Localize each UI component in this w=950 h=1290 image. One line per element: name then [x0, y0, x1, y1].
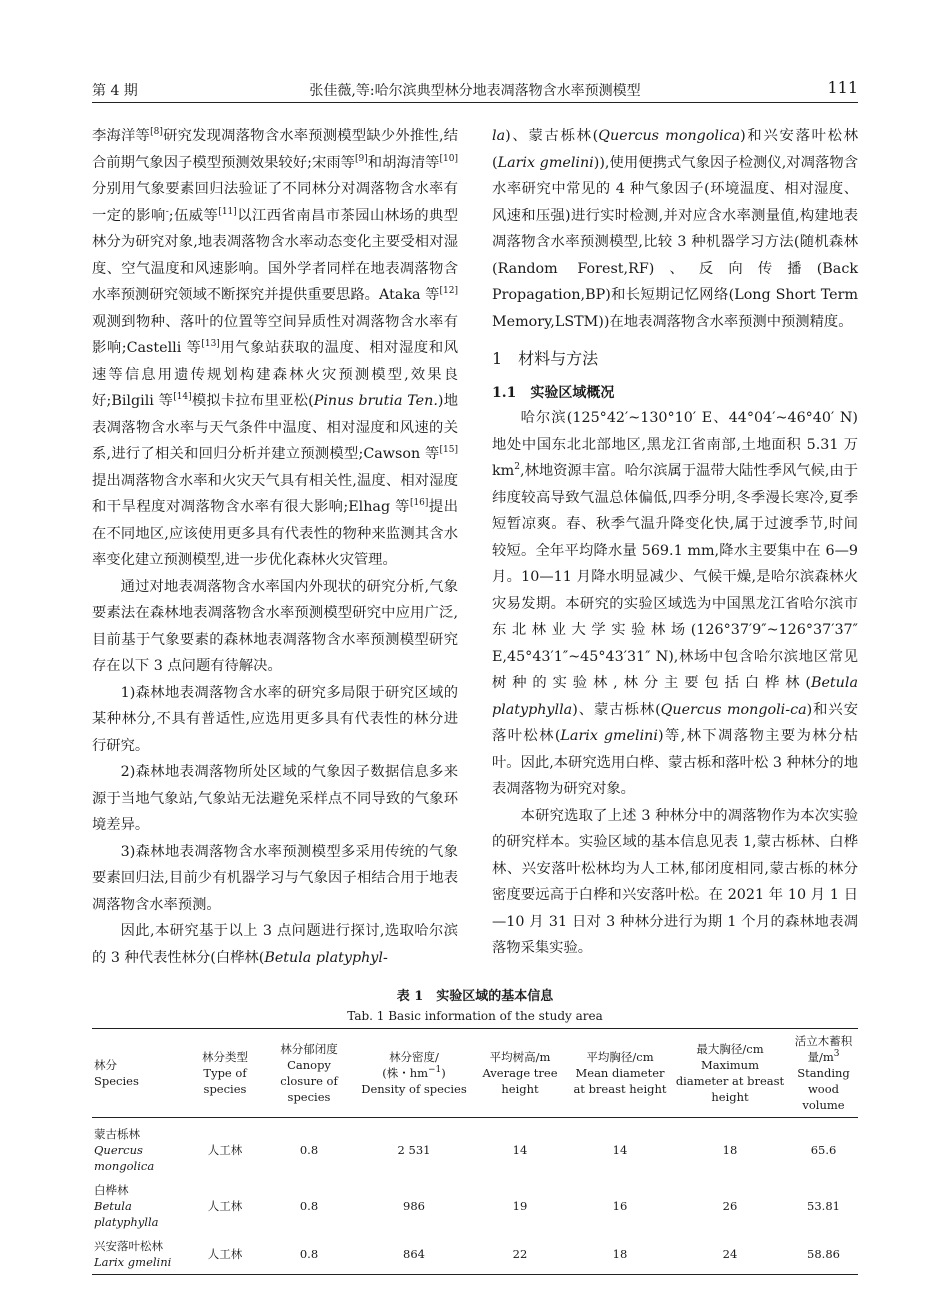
- cell-type: 人工林: [207, 1143, 243, 1157]
- paragraph-study-area: 哈尔滨(125°42′~130°10′ E、44°04′~46°40′ N)地处中国东北北部地区,黑龙江省南部,土地面积 5.31 万 $km^2$,林地资源丰富。哈尔滨属于温带大陆性季风气候,由于纬度较高导致气温总体偏低,四季分明,冬季漫长寒冷,夏季短暂凉爽。春、秋季气温升降变化快,属于过渡季节,时间较短。全年平均降水量 569.1 mm,降水主要集中在 6—9 月。10—11 月降水明显减少、气候干燥,是哈尔滨森林火灾易发期。本研究的实验区域选为中国黑龙江省哈尔滨市东北林业大学实验林场(126°37′9″~126°37′37″ E,45°43′1″~45°43′31″ N),林场中包含哈尔滨地区常见树种的实验林,林分主要包括白桦林(Betula platyphylla)、蒙古栎林(Quercus mongoli-ca)和兴安落叶松林(Larix gmelini)等,林下凋落物主要为林分枯叶。因此,本研究选用白桦、蒙古栎和落叶松 3 种林分的地表凋落物为研究对象。: [492, 410, 859, 797]
- cell-species: 白桦林 Betula platyphylla: [94, 1183, 159, 1229]
- header-species: 林分 Species: [94, 1058, 139, 1088]
- header-closure: 林分郁闭度 Canopy closure of species: [280, 1042, 338, 1104]
- citation: [13]: [201, 339, 220, 350]
- cell-height: 19: [512, 1199, 528, 1213]
- citation: [14]: [173, 392, 192, 403]
- cell-height: 14: [512, 1143, 528, 1157]
- latin-name: Larix gmelini: [497, 154, 594, 171]
- page-number: 111: [827, 78, 858, 97]
- paragraph-problem-3: 3)森林地表凋落物含水率预测模型多采用传统的气象要素回归法,目前少有机器学习与气象因子相结合用于地表凋落物含水率预测。: [92, 843, 458, 913]
- cell-dbh: 14: [612, 1143, 628, 1157]
- cell-species: 蒙古栎林 Quercus mongolica: [94, 1127, 155, 1173]
- cell-max-dbh: 24: [722, 1247, 738, 1261]
- cell-dbh: 16: [612, 1199, 628, 1213]
- cell-density: 864: [403, 1247, 425, 1261]
- cell-closure: 0.8: [299, 1199, 319, 1213]
- header-density: 林分密度/ (株・$hm^{-1}$) Density of species: [361, 1050, 467, 1096]
- cell-species: 兴安落叶松林 Larix gmelini: [94, 1239, 172, 1269]
- header-height: 平均树高/m Average tree height: [482, 1050, 558, 1096]
- cell-max-dbh: 26: [722, 1199, 738, 1213]
- latin-name: Quercus mongoli-ca: [660, 701, 807, 718]
- issue-number: 第 4 期: [92, 83, 138, 99]
- paragraph-study-aim-cont: la)、蒙古栎林(Quercus mongolica)和兴安落叶松林(Larix gmelini)),使用便携式气象因子检测仪,对凋落物含水率研究中常见的 4 种气象因子(环境温度、相对湿度、风速和压强)进行实时检测,并对应含水率测量值,构建地表凋落物含水率预测模型,比较 3 种机器学习方法(随机森林(Random Forest,RF)、反向传播(Back Propagation,BP)和长短期记忆网络(Long Short Term Memory,LSTM))在地表凋落物含水率预测中预测精度。: [492, 128, 858, 330]
- right-column: [492, 123, 858, 962]
- paragraph-literature-review: 李海洋等[8]研究发现凋落物含水率预测模型缺少外推性,结合前期气象因子模型预测效果较好;宋雨等[9]和胡海清等[10]分别用气象要素回归法验证了不同林分对凋落物含水率有一定的影响-;伍威等[11]以江西省南昌市茶园山林场的典型林分为研究对象,地表凋落物含水率动态变化主要受相对湿度、空气温度和风速影响。国外学者同样在地表凋落物含水率预测研究领域不断探究并提供重要思路。Ataka 等[12]观测到物种、落叶的位置等空间异质性对凋落物含水率有影响;Castelli 等[13]用气象站获取的温度、相对湿度和风速等信息用遗传规划构建森林火灾预测模型,效果良好;Bilgili 等[14]模拟卡拉布里亚松(Pinus brutia Ten.)地表凋落物含水率与天气条件中温度、相对湿度和风速的关系,进行了相关和回归分析并建立预测模型;Cawson 等[15]提出凋落物含水率和火灾天气具有相关性,温度、相对湿度和干旱程度对凋落物含水率有很大影响;Elhag 等[16]提出在不同地区,应该使用更多具有代表性的物种来监测其含水率变化建立预测模型,进一步优化森林火灾管理。: [92, 127, 459, 568]
- citation: [9]: [355, 153, 368, 164]
- latin-name: Larix gmelini: [560, 728, 658, 744]
- left-column: [92, 123, 458, 971]
- table-caption-cn: 表 1 实验区域的基本信息: [396, 989, 554, 1004]
- table-row: [92, 1118, 858, 1179]
- header-dbh: 平均胸径/cm Mean diameter at breast height: [573, 1050, 667, 1096]
- cell-closure: 0.8: [299, 1247, 319, 1261]
- citation: [12]: [439, 286, 458, 297]
- cell-type: 人工林: [207, 1199, 243, 1213]
- citation: [15]: [439, 445, 458, 456]
- cell-height: 22: [512, 1247, 528, 1261]
- citation: [10]: [439, 153, 459, 164]
- table-row: [92, 1178, 858, 1234]
- latin-name: Betula platyphylla: [492, 675, 858, 718]
- citation: [8]: [150, 127, 163, 138]
- subsection-heading: 1.1 实验区域概况: [492, 385, 615, 401]
- cell-density: 2 531: [397, 1143, 431, 1157]
- table-caption-en: Tab. 1 Basic information of the study area: [347, 1009, 603, 1023]
- paragraph-problem-2: 2)森林地表凋落物所处区域的气象因子数据信息多来源于当地气象站,气象站无法避免采样点不同导致的气象环境差异。: [92, 764, 458, 833]
- table-header-row: [92, 1029, 858, 1118]
- header-volume: 活立木蓄积量$/m^3$ Standing wood volume: [794, 1034, 853, 1112]
- table-caption: [92, 987, 858, 1025]
- header-type: 林分类型 Type of species: [202, 1050, 248, 1096]
- cell-volume: 65.6: [810, 1143, 837, 1157]
- paragraph-samples: 本研究选取了上述 3 种林分中的凋落物作为本次实验的研究样本。实验区域的基本信息见表 1,蒙古栎林、白桦林、兴安落叶松林均为人工林,郁闭度相同,蒙古栎的林分密度要远高于白桦和兴安落叶松。在 2021 年 10 月 1 日—10 月 31 日对 3 种林分进行为期 1 个月的森林地表凋落物采集实验。: [492, 807, 858, 956]
- running-header: [92, 78, 858, 103]
- citation: [11]: [218, 206, 237, 217]
- header-max-dbh: 最大胸径/cm Maximum diameter at breast height: [675, 1042, 785, 1104]
- citation: [16]: [409, 498, 429, 509]
- running-title: 张佳薇,等:哈尔滨典型林分地表凋落物含水率预测模型: [309, 83, 641, 99]
- section-heading: 1 材料与方法: [492, 349, 599, 368]
- cell-closure: 0.8: [299, 1143, 319, 1157]
- cell-max-dbh: 18: [722, 1143, 738, 1157]
- cell-type: 人工林: [207, 1247, 243, 1261]
- paragraph-problem-1: 1)森林地表凋落物含水率的研究多局限于研究区域的某种林分,不具有普适性,应选用更多具有代表性的林分进行研究。: [92, 684, 458, 754]
- latin-name: Quercus mongolica: [598, 128, 741, 144]
- cell-volume: 53.81: [807, 1199, 840, 1213]
- cell-density: 986: [403, 1199, 425, 1213]
- table-row: [92, 1234, 858, 1275]
- cell-volume: 58.86: [807, 1247, 840, 1261]
- paragraph-problem-intro: 通过对地表凋落物含水率国内外现状的研究分析,气象要素法在森林地表凋落物含水率预测模型研究中应用广泛,目前基于气象要素的森林地表凋落物含水率预测模型研究存在以下 3 点问题有待解决。: [92, 578, 458, 674]
- latin-name: Betula platyphyl-: [264, 949, 388, 966]
- latin-name: Pinus brutia Ten.: [313, 393, 438, 409]
- paragraph-study-aim: 因此,本研究基于以上 3 点问题进行探讨,选取哈尔滨的 3 种代表性林分(白桦林(Betula platyphyl-: [92, 923, 458, 966]
- cell-dbh: 18: [612, 1247, 628, 1261]
- study-area-table: [92, 1028, 858, 1275]
